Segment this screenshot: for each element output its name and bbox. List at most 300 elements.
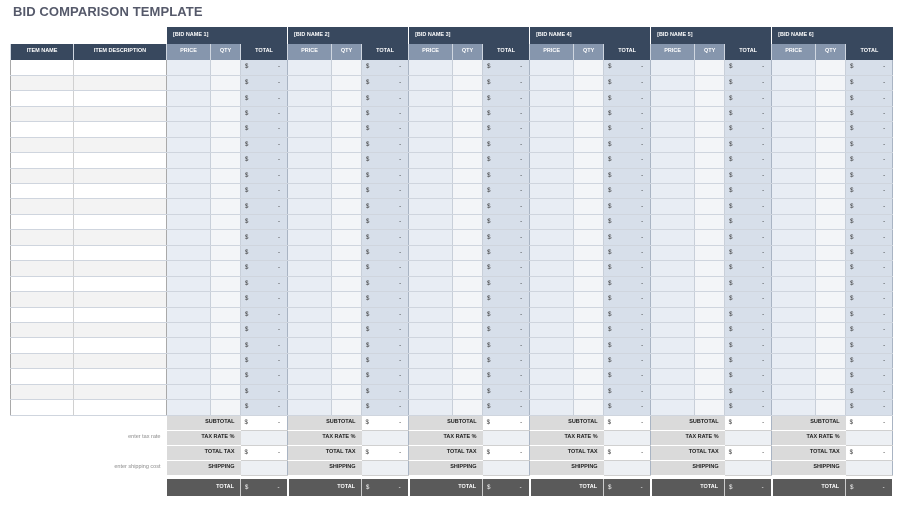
qty-cell[interactable] — [453, 137, 483, 152]
qty-cell[interactable] — [453, 322, 483, 337]
qty-cell[interactable] — [211, 322, 241, 337]
price-cell[interactable] — [651, 292, 695, 307]
item-name-cell[interactable] — [11, 292, 74, 307]
price-cell[interactable] — [530, 369, 574, 384]
qty-cell[interactable] — [695, 230, 725, 245]
price-cell[interactable] — [772, 307, 816, 322]
qty-cell[interactable] — [574, 338, 604, 353]
qty-cell[interactable] — [453, 214, 483, 229]
price-cell[interactable] — [772, 184, 816, 199]
qty-cell[interactable] — [332, 75, 362, 90]
item-description-cell[interactable] — [74, 199, 167, 214]
item-name-cell[interactable] — [11, 384, 74, 399]
qty-cell[interactable] — [453, 199, 483, 214]
price-cell[interactable] — [167, 137, 211, 152]
price-cell[interactable] — [651, 230, 695, 245]
qty-cell[interactable] — [816, 184, 846, 199]
price-cell[interactable] — [651, 91, 695, 106]
item-name-cell[interactable] — [11, 322, 74, 337]
price-cell[interactable] — [651, 153, 695, 168]
price-cell[interactable] — [530, 91, 574, 106]
qty-cell[interactable] — [453, 184, 483, 199]
qty-cell[interactable] — [453, 75, 483, 90]
qty-cell[interactable] — [211, 384, 241, 399]
price-cell[interactable] — [651, 75, 695, 90]
qty-cell[interactable] — [332, 91, 362, 106]
qty-cell[interactable] — [816, 276, 846, 291]
price-cell[interactable] — [288, 122, 332, 137]
price-cell[interactable] — [288, 230, 332, 245]
qty-cell[interactable] — [332, 353, 362, 368]
qty-cell[interactable] — [211, 75, 241, 90]
item-name-cell[interactable] — [11, 353, 74, 368]
price-cell[interactable] — [651, 384, 695, 399]
price-cell[interactable] — [772, 168, 816, 183]
qty-cell[interactable] — [332, 122, 362, 137]
qty-cell[interactable] — [695, 245, 725, 260]
bid-name-header[interactable]: [BID NAME 1] — [167, 27, 288, 44]
qty-cell[interactable] — [816, 307, 846, 322]
price-cell[interactable] — [651, 261, 695, 276]
price-cell[interactable] — [651, 369, 695, 384]
item-description-cell[interactable] — [74, 230, 167, 245]
price-cell[interactable] — [772, 353, 816, 368]
item-name-cell[interactable] — [11, 168, 74, 183]
price-cell[interactable] — [530, 322, 574, 337]
qty-cell[interactable] — [211, 292, 241, 307]
price-cell[interactable] — [409, 199, 453, 214]
price-cell[interactable] — [167, 184, 211, 199]
qty-cell[interactable] — [453, 60, 483, 75]
item-description-cell[interactable] — [74, 261, 167, 276]
price-cell[interactable] — [167, 261, 211, 276]
price-cell[interactable] — [409, 353, 453, 368]
item-description-cell[interactable] — [74, 122, 167, 137]
qty-cell[interactable] — [574, 75, 604, 90]
qty-cell[interactable] — [211, 122, 241, 137]
qty-cell[interactable] — [816, 230, 846, 245]
price-cell[interactable] — [288, 91, 332, 106]
qty-cell[interactable] — [816, 106, 846, 121]
qty-cell[interactable] — [211, 307, 241, 322]
qty-cell[interactable] — [574, 230, 604, 245]
item-description-cell[interactable] — [74, 353, 167, 368]
qty-cell[interactable] — [211, 60, 241, 75]
item-name-cell[interactable] — [11, 75, 74, 90]
price-cell[interactable] — [530, 153, 574, 168]
qty-cell[interactable] — [574, 276, 604, 291]
price-cell[interactable] — [409, 292, 453, 307]
price-cell[interactable] — [288, 400, 332, 415]
price-cell[interactable] — [772, 75, 816, 90]
qty-cell[interactable] — [816, 261, 846, 276]
price-cell[interactable] — [167, 400, 211, 415]
qty-cell[interactable] — [332, 153, 362, 168]
price-cell[interactable] — [288, 276, 332, 291]
price-cell[interactable] — [772, 369, 816, 384]
qty-cell[interactable] — [453, 400, 483, 415]
price-cell[interactable] — [530, 122, 574, 137]
price-cell[interactable] — [288, 307, 332, 322]
price-cell[interactable] — [530, 245, 574, 260]
price-cell[interactable] — [772, 338, 816, 353]
price-cell[interactable] — [409, 338, 453, 353]
item-name-cell[interactable] — [11, 91, 74, 106]
qty-cell[interactable] — [695, 199, 725, 214]
price-cell[interactable] — [409, 276, 453, 291]
price-cell[interactable] — [651, 214, 695, 229]
price-cell[interactable] — [530, 106, 574, 121]
price-cell[interactable] — [772, 122, 816, 137]
price-cell[interactable] — [167, 214, 211, 229]
price-cell[interactable] — [772, 106, 816, 121]
price-cell[interactable] — [167, 292, 211, 307]
item-description-cell[interactable] — [74, 168, 167, 183]
price-cell[interactable] — [167, 307, 211, 322]
price-cell[interactable] — [409, 245, 453, 260]
qty-cell[interactable] — [211, 91, 241, 106]
qty-cell[interactable] — [453, 91, 483, 106]
tax-rate-input[interactable] — [362, 430, 409, 445]
price-cell[interactable] — [409, 369, 453, 384]
qty-cell[interactable] — [574, 307, 604, 322]
price-cell[interactable] — [167, 322, 211, 337]
price-cell[interactable] — [651, 400, 695, 415]
qty-cell[interactable] — [332, 338, 362, 353]
item-name-cell[interactable] — [11, 307, 74, 322]
qty-cell[interactable] — [816, 153, 846, 168]
item-description-cell[interactable] — [74, 60, 167, 75]
shipping-input[interactable] — [604, 460, 651, 475]
price-cell[interactable] — [288, 153, 332, 168]
price-cell[interactable] — [167, 353, 211, 368]
qty-cell[interactable] — [816, 322, 846, 337]
price-cell[interactable] — [409, 106, 453, 121]
price-cell[interactable] — [288, 106, 332, 121]
qty-cell[interactable] — [332, 292, 362, 307]
qty-cell[interactable] — [453, 245, 483, 260]
qty-cell[interactable] — [574, 153, 604, 168]
price-cell[interactable] — [651, 307, 695, 322]
qty-cell[interactable] — [332, 184, 362, 199]
qty-cell[interactable] — [332, 214, 362, 229]
price-cell[interactable] — [288, 137, 332, 152]
price-cell[interactable] — [530, 214, 574, 229]
qty-cell[interactable] — [332, 384, 362, 399]
item-name-cell[interactable] — [11, 106, 74, 121]
item-description-cell[interactable] — [74, 106, 167, 121]
item-description-cell[interactable] — [74, 91, 167, 106]
qty-cell[interactable] — [332, 137, 362, 152]
item-name-cell[interactable] — [11, 122, 74, 137]
price-cell[interactable] — [530, 199, 574, 214]
qty-cell[interactable] — [816, 168, 846, 183]
price-cell[interactable] — [772, 153, 816, 168]
price-cell[interactable] — [409, 307, 453, 322]
qty-cell[interactable] — [695, 384, 725, 399]
qty-cell[interactable] — [453, 168, 483, 183]
qty-cell[interactable] — [574, 353, 604, 368]
tax-rate-input[interactable] — [604, 430, 651, 445]
price-cell[interactable] — [772, 60, 816, 75]
qty-cell[interactable] — [574, 60, 604, 75]
qty-cell[interactable] — [453, 276, 483, 291]
price-cell[interactable] — [530, 307, 574, 322]
qty-cell[interactable] — [816, 199, 846, 214]
qty-cell[interactable] — [332, 400, 362, 415]
price-cell[interactable] — [772, 276, 816, 291]
price-cell[interactable] — [409, 384, 453, 399]
price-cell[interactable] — [288, 369, 332, 384]
qty-cell[interactable] — [211, 338, 241, 353]
item-name-cell[interactable] — [11, 60, 74, 75]
item-name-cell[interactable] — [11, 338, 74, 353]
qty-cell[interactable] — [453, 307, 483, 322]
price-cell[interactable] — [409, 400, 453, 415]
qty-cell[interactable] — [211, 369, 241, 384]
qty-cell[interactable] — [816, 292, 846, 307]
price-cell[interactable] — [651, 60, 695, 75]
qty-cell[interactable] — [574, 369, 604, 384]
price-cell[interactable] — [288, 353, 332, 368]
price-cell[interactable] — [167, 91, 211, 106]
qty-cell[interactable] — [816, 338, 846, 353]
item-name-cell[interactable] — [11, 400, 74, 415]
item-description-cell[interactable] — [74, 338, 167, 353]
item-description-cell[interactable] — [74, 214, 167, 229]
qty-cell[interactable] — [695, 400, 725, 415]
price-cell[interactable] — [409, 91, 453, 106]
price-cell[interactable] — [409, 137, 453, 152]
item-description-cell[interactable] — [74, 245, 167, 260]
qty-cell[interactable] — [332, 199, 362, 214]
qty-cell[interactable] — [332, 60, 362, 75]
qty-cell[interactable] — [695, 322, 725, 337]
price-cell[interactable] — [167, 230, 211, 245]
price-cell[interactable] — [288, 338, 332, 353]
price-cell[interactable] — [530, 292, 574, 307]
price-cell[interactable] — [288, 322, 332, 337]
price-cell[interactable] — [167, 276, 211, 291]
bid-name-header[interactable]: [BID NAME 4] — [530, 27, 651, 44]
qty-cell[interactable] — [453, 353, 483, 368]
shipping-input[interactable] — [846, 460, 893, 475]
price-cell[interactable] — [409, 214, 453, 229]
price-cell[interactable] — [530, 276, 574, 291]
price-cell[interactable] — [651, 137, 695, 152]
qty-cell[interactable] — [332, 276, 362, 291]
qty-cell[interactable] — [695, 369, 725, 384]
price-cell[interactable] — [288, 261, 332, 276]
price-cell[interactable] — [651, 122, 695, 137]
qty-cell[interactable] — [574, 214, 604, 229]
qty-cell[interactable] — [816, 214, 846, 229]
qty-cell[interactable] — [211, 261, 241, 276]
price-cell[interactable] — [772, 230, 816, 245]
item-description-cell[interactable] — [74, 137, 167, 152]
price-cell[interactable] — [288, 75, 332, 90]
item-description-cell[interactable] — [74, 184, 167, 199]
qty-cell[interactable] — [211, 106, 241, 121]
qty-cell[interactable] — [332, 322, 362, 337]
price-cell[interactable] — [167, 199, 211, 214]
bid-name-header[interactable]: [BID NAME 2] — [288, 27, 409, 44]
item-name-cell[interactable] — [11, 245, 74, 260]
price-cell[interactable] — [288, 60, 332, 75]
qty-cell[interactable] — [695, 75, 725, 90]
item-name-cell[interactable] — [11, 153, 74, 168]
qty-cell[interactable] — [453, 384, 483, 399]
qty-cell[interactable] — [332, 369, 362, 384]
price-cell[interactable] — [167, 384, 211, 399]
qty-cell[interactable] — [695, 353, 725, 368]
qty-cell[interactable] — [574, 384, 604, 399]
qty-cell[interactable] — [453, 338, 483, 353]
qty-cell[interactable] — [332, 307, 362, 322]
qty-cell[interactable] — [695, 338, 725, 353]
price-cell[interactable] — [288, 384, 332, 399]
price-cell[interactable] — [651, 245, 695, 260]
price-cell[interactable] — [772, 91, 816, 106]
qty-cell[interactable] — [211, 153, 241, 168]
price-cell[interactable] — [651, 276, 695, 291]
qty-cell[interactable] — [695, 122, 725, 137]
price-cell[interactable] — [530, 168, 574, 183]
item-name-cell[interactable] — [11, 199, 74, 214]
shipping-input[interactable] — [725, 460, 772, 475]
qty-cell[interactable] — [574, 245, 604, 260]
price-cell[interactable] — [167, 245, 211, 260]
qty-cell[interactable] — [332, 106, 362, 121]
qty-cell[interactable] — [816, 384, 846, 399]
price-cell[interactable] — [288, 168, 332, 183]
tax-rate-input[interactable] — [725, 430, 772, 445]
bid-name-header[interactable]: [BID NAME 3] — [409, 27, 530, 44]
qty-cell[interactable] — [211, 230, 241, 245]
qty-cell[interactable] — [574, 137, 604, 152]
qty-cell[interactable] — [211, 276, 241, 291]
qty-cell[interactable] — [695, 261, 725, 276]
item-description-cell[interactable] — [74, 276, 167, 291]
price-cell[interactable] — [651, 322, 695, 337]
qty-cell[interactable] — [574, 322, 604, 337]
shipping-input[interactable] — [483, 460, 530, 475]
qty-cell[interactable] — [816, 400, 846, 415]
qty-cell[interactable] — [695, 91, 725, 106]
qty-cell[interactable] — [453, 153, 483, 168]
price-cell[interactable] — [409, 153, 453, 168]
qty-cell[interactable] — [453, 230, 483, 245]
shipping-input[interactable] — [241, 460, 288, 475]
item-name-cell[interactable] — [11, 276, 74, 291]
price-cell[interactable] — [651, 184, 695, 199]
price-cell[interactable] — [167, 168, 211, 183]
item-description-cell[interactable] — [74, 75, 167, 90]
qty-cell[interactable] — [695, 137, 725, 152]
tax-rate-input[interactable] — [241, 430, 288, 445]
price-cell[interactable] — [288, 214, 332, 229]
price-cell[interactable] — [530, 60, 574, 75]
price-cell[interactable] — [409, 168, 453, 183]
qty-cell[interactable] — [816, 75, 846, 90]
price-cell[interactable] — [288, 199, 332, 214]
price-cell[interactable] — [651, 168, 695, 183]
qty-cell[interactable] — [695, 106, 725, 121]
qty-cell[interactable] — [453, 369, 483, 384]
qty-cell[interactable] — [816, 137, 846, 152]
item-description-cell[interactable] — [74, 369, 167, 384]
price-cell[interactable] — [772, 400, 816, 415]
price-cell[interactable] — [288, 245, 332, 260]
qty-cell[interactable] — [695, 307, 725, 322]
price-cell[interactable] — [167, 369, 211, 384]
price-cell[interactable] — [167, 60, 211, 75]
price-cell[interactable] — [409, 230, 453, 245]
qty-cell[interactable] — [574, 106, 604, 121]
price-cell[interactable] — [409, 122, 453, 137]
price-cell[interactable] — [530, 384, 574, 399]
qty-cell[interactable] — [453, 261, 483, 276]
price-cell[interactable] — [409, 60, 453, 75]
price-cell[interactable] — [530, 230, 574, 245]
price-cell[interactable] — [530, 400, 574, 415]
qty-cell[interactable] — [332, 230, 362, 245]
tax-rate-input[interactable] — [846, 430, 893, 445]
qty-cell[interactable] — [332, 245, 362, 260]
qty-cell[interactable] — [211, 168, 241, 183]
price-cell[interactable] — [651, 338, 695, 353]
item-description-cell[interactable] — [74, 400, 167, 415]
price-cell[interactable] — [288, 292, 332, 307]
qty-cell[interactable] — [211, 353, 241, 368]
price-cell[interactable] — [409, 184, 453, 199]
item-description-cell[interactable] — [74, 292, 167, 307]
price-cell[interactable] — [409, 261, 453, 276]
qty-cell[interactable] — [574, 261, 604, 276]
qty-cell[interactable] — [695, 276, 725, 291]
price-cell[interactable] — [530, 353, 574, 368]
price-cell[interactable] — [772, 384, 816, 399]
qty-cell[interactable] — [211, 214, 241, 229]
price-cell[interactable] — [167, 153, 211, 168]
price-cell[interactable] — [772, 245, 816, 260]
shipping-input[interactable] — [362, 460, 409, 475]
price-cell[interactable] — [530, 137, 574, 152]
qty-cell[interactable] — [695, 168, 725, 183]
price-cell[interactable] — [167, 106, 211, 121]
item-name-cell[interactable] — [11, 214, 74, 229]
price-cell[interactable] — [167, 338, 211, 353]
price-cell[interactable] — [772, 322, 816, 337]
qty-cell[interactable] — [211, 199, 241, 214]
qty-cell[interactable] — [574, 122, 604, 137]
price-cell[interactable] — [530, 338, 574, 353]
qty-cell[interactable] — [816, 245, 846, 260]
qty-cell[interactable] — [211, 184, 241, 199]
qty-cell[interactable] — [816, 122, 846, 137]
price-cell[interactable] — [167, 75, 211, 90]
item-name-cell[interactable] — [11, 137, 74, 152]
qty-cell[interactable] — [453, 122, 483, 137]
item-name-cell[interactable] — [11, 261, 74, 276]
item-description-cell[interactable] — [74, 322, 167, 337]
price-cell[interactable] — [772, 137, 816, 152]
price-cell[interactable] — [409, 322, 453, 337]
qty-cell[interactable] — [574, 91, 604, 106]
qty-cell[interactable] — [574, 168, 604, 183]
tax-rate-input[interactable] — [483, 430, 530, 445]
item-name-cell[interactable] — [11, 230, 74, 245]
